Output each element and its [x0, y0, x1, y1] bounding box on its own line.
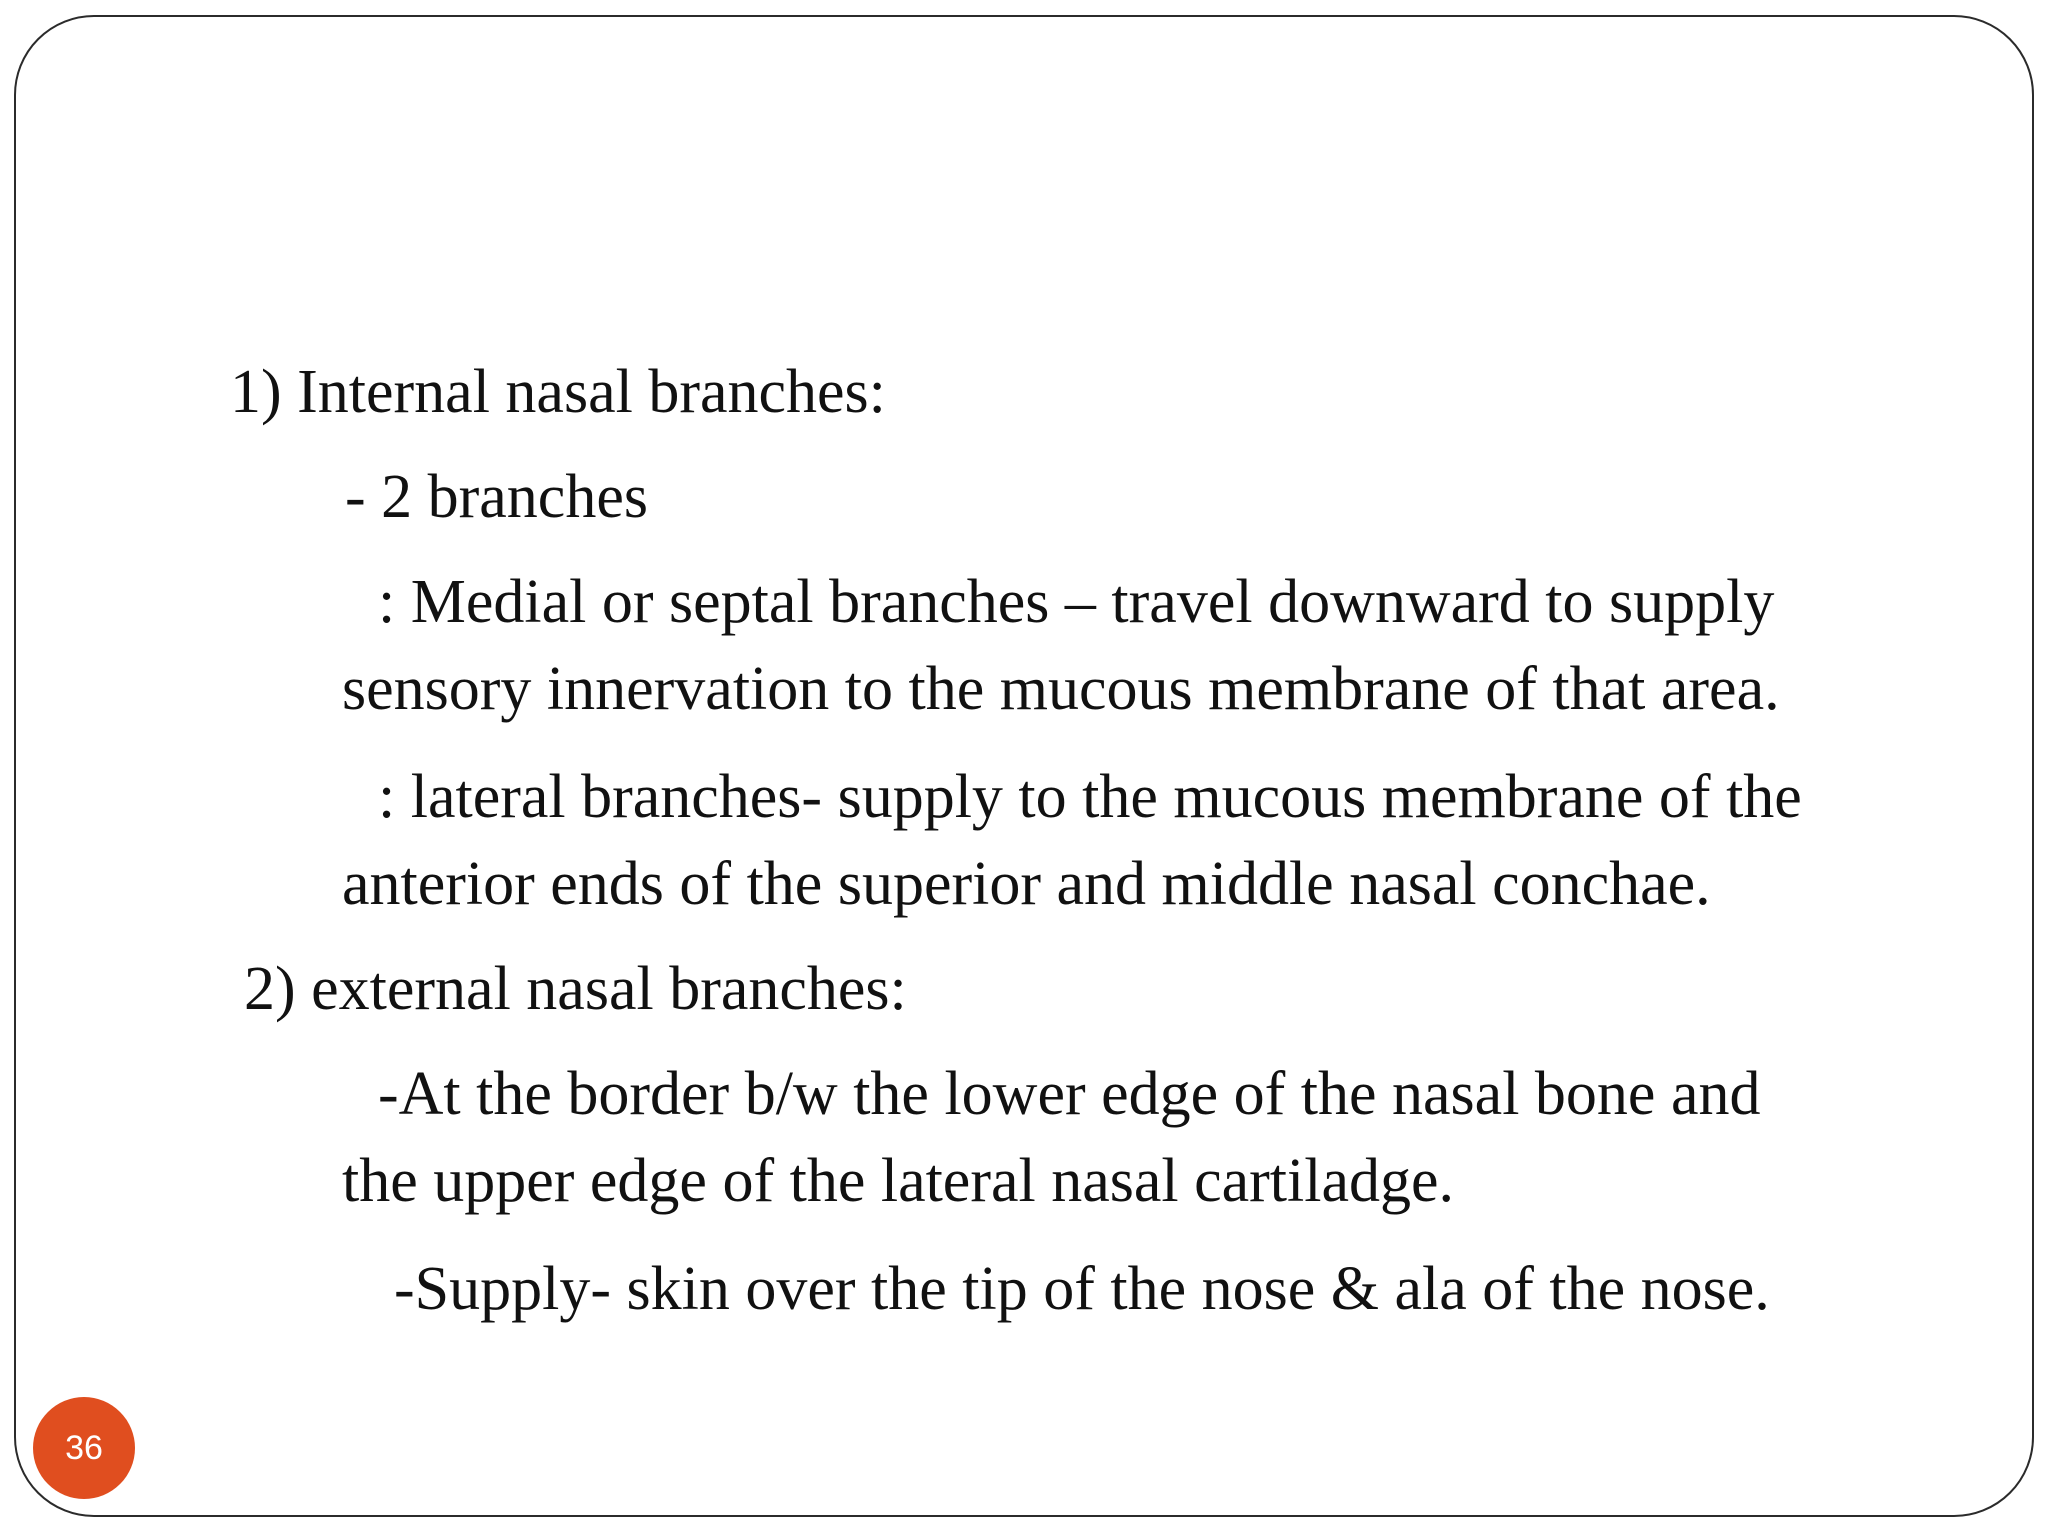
- external-branches-border-line-1: -At the border b/w the lower edge of the nasal bone and: [378, 1060, 1761, 1128]
- external-branches-supply-line: -Supply- skin over the tip of the nose & ala of the nose.: [394, 1255, 1770, 1323]
- external-branches-border-line-2: the upper edge of the lateral nasal cartiladge.: [342, 1147, 1455, 1215]
- list-item-two-branches: - 2 branches: [345, 463, 648, 531]
- medial-branches-line-2: sensory innervation to the mucous membrane of that area.: [342, 655, 1780, 723]
- lateral-branches-line-1: : lateral branches- supply to the mucous membrane of the: [378, 763, 1802, 831]
- slide-number-badge: 36: [33, 1397, 135, 1499]
- heading-external-nasal-branches: 2) external nasal branches:: [244, 955, 907, 1023]
- medial-branches-line-1: : Medial or septal branches – travel downward to supply: [378, 568, 1775, 636]
- lateral-branches-line-2: anterior ends of the superior and middle nasal conchae.: [342, 850, 1711, 918]
- heading-internal-nasal-branches: 1) Internal nasal branches:: [230, 358, 886, 426]
